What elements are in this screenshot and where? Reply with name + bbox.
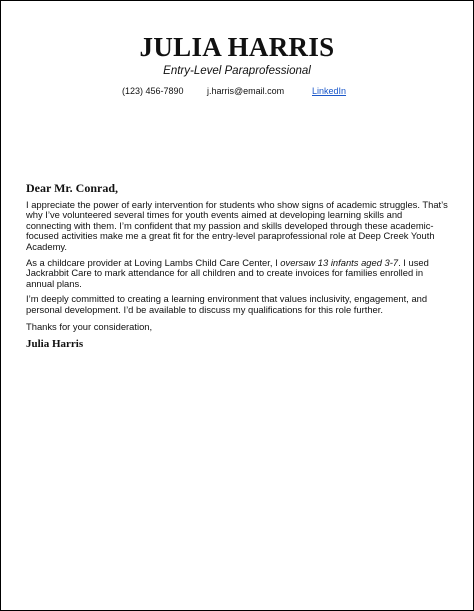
letter-body [26, 183, 450, 350]
applicant-name: JULIA HARRIS [139, 32, 335, 62]
greeting: Dear Mr. Conrad, [26, 181, 118, 195]
job-title: Entry-Level Paraprofessional [163, 65, 311, 77]
paragraph-experience-end: . I used Jackrabbit Care to mark attendance for all children and to create invoices for families enrolled in annual plans. [26, 256, 429, 289]
paragraph-commitment: I’m deeply committed to creating a learning environment that values inclusivity, engagement, and personal development. I’d be available to discuss my qualifications for this role further. [26, 293, 428, 315]
linkedin-link[interactable]: LinkedIn [312, 86, 347, 96]
paragraph-experience [26, 258, 450, 290]
email-address: j.harris@email.com [207, 86, 285, 96]
signature-name: Julia Harris [26, 338, 84, 351]
paragraph-experience-highlight: oversaw 13 infants aged 3-7 [280, 256, 399, 268]
contact-line [1, 86, 473, 100]
resume-header [1, 31, 473, 77]
closing-line: Thanks for your consideration, [26, 320, 153, 332]
phone-number: (123) 456-7890 [122, 86, 184, 96]
paragraph-intro: I appreciate the power of early intervention for students who show signs of academic struggles. That’s why I’ve volunteered several times for youth events aimed at developing learning skills and connecting with them. I’m confident that my passion and skills developed through these academic-focused activities make me a great fit for the entry-level paraprofessional role at Deep Creek Youth Academy. [26, 198, 448, 252]
paragraph-experience-start: As a childcare provider at Loving Lambs Child Care Center, I [26, 256, 281, 268]
